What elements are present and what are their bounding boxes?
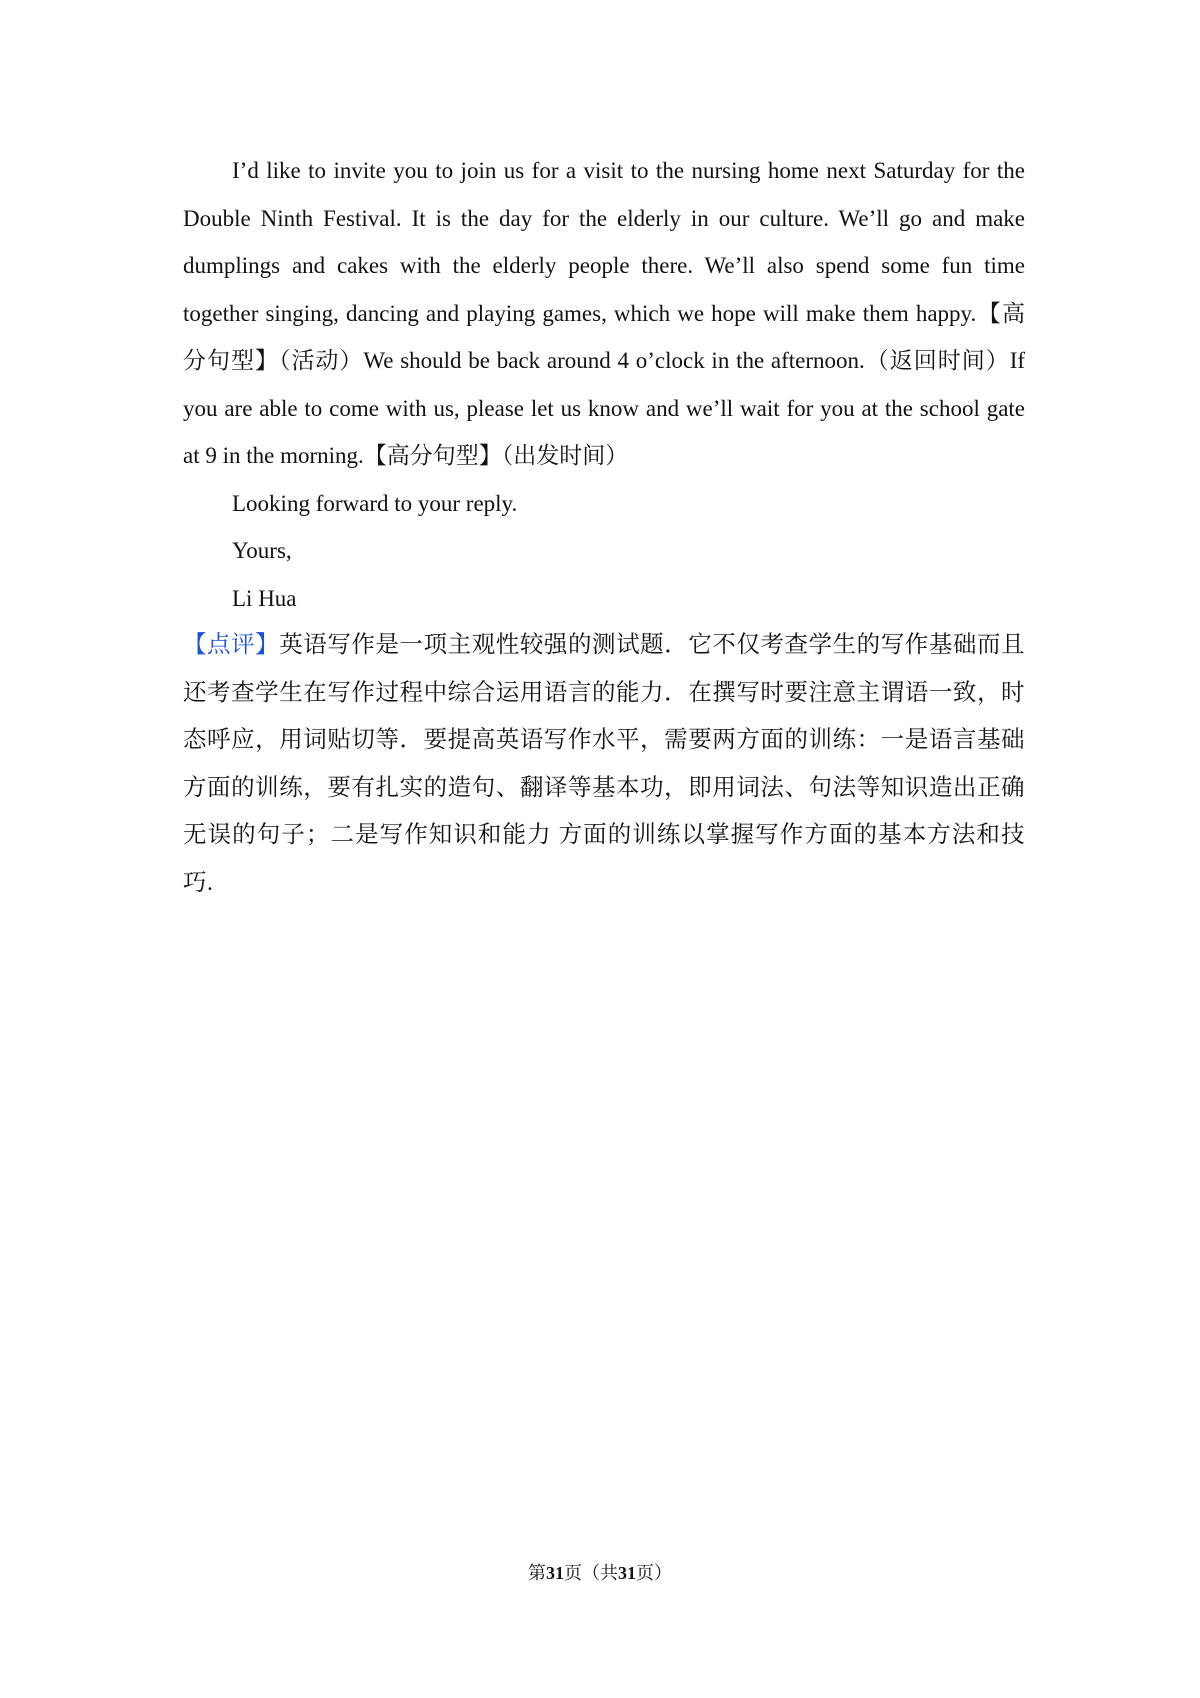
highlight-tag-2: 【高分句型】: [363, 443, 502, 468]
comment-text: 英语写作是一项主观性较强的测试题．它不仅考查学生的写作基础而且还考查学生在写作过程中综合运用语言的能力．在撰写时要注意主谓语一致，时态呼应，用词贴切等．要提高英语写作水平，需要两方面的训练：一是语言基础方面的训练，要有扎实的造句、翻译等基本功，即用词法、句法等知识造出正确无误的句子；二是写作知识和能力 方面的训练以掌握写作方面的基本方法和技巧.: [183, 632, 1026, 896]
paragraph-text-2: We should be back around 4 o’clock in the afternoon.: [363, 348, 865, 373]
note-activity: （活动）: [278, 348, 364, 373]
page-footer: [0, 1561, 1200, 1585]
note-departure-time: （出发时间）: [501, 443, 629, 468]
letter-body-paragraph: [183, 147, 1025, 480]
footer-total-pages: 31: [618, 1563, 636, 1583]
letter-closing: Looking forward to your reply.: [232, 490, 518, 516]
note-return-time: （返回时间）: [864, 348, 1010, 373]
letter-signature: Li Hua: [232, 585, 297, 611]
comment-tag: 【点评】: [183, 632, 280, 658]
comment-paragraph: [183, 622, 1025, 907]
highlight-tag-1: 【高分句型】: [183, 300, 1025, 373]
footer-suffix: 页）: [636, 1563, 672, 1583]
footer-prefix: 第: [528, 1563, 546, 1583]
paragraph-text-1: I’d like to invite you to join us for a visit to the nursing home next Saturday for the Double Ninth Festival. It is the day for the elderly in our culture. We’ll go and make dumplings and cakes with the elderly people there. We’ll also spend some fun time together singing, dancing and playing games, which we hope will make them happy.: [183, 158, 1025, 326]
paragraph-text-3: If you are able to come with us, please let us know and we’ll wait for you at the school gate at 9 in the morning.: [183, 348, 1026, 468]
footer-middle: 页（共: [564, 1563, 618, 1583]
letter-signoff: Yours,: [232, 538, 292, 563]
page-content: [183, 147, 1025, 907]
footer-page-number: 31: [546, 1563, 564, 1583]
